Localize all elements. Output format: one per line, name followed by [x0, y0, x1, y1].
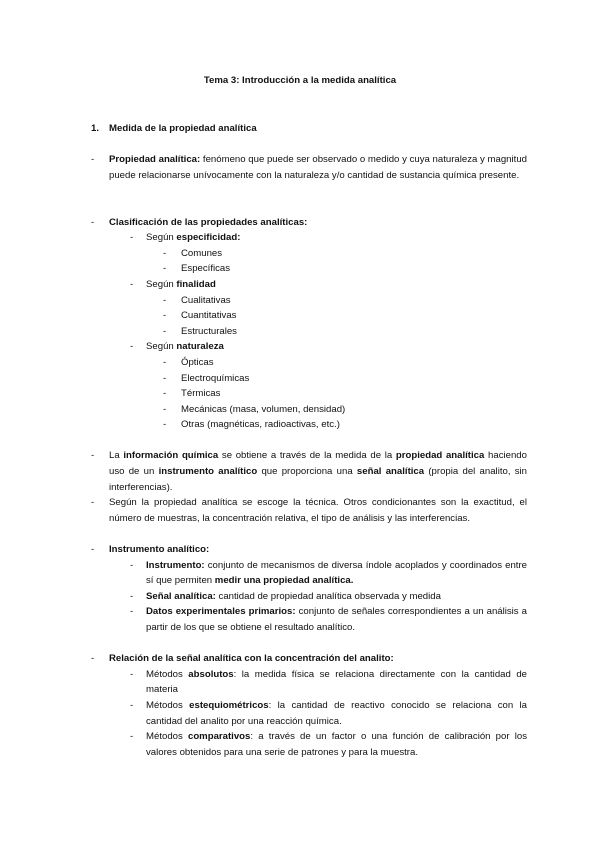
- list-item-text: Electroquímicas: [181, 372, 250, 384]
- document-body: [0, 121, 600, 760]
- list-item-text: Específicas: [181, 263, 231, 275]
- bullet-dash: -: [91, 653, 95, 665]
- bullet-dash: -: [130, 700, 134, 711]
- bullet-dash: -: [163, 419, 167, 431]
- bullet-dash: -: [130, 590, 134, 602]
- paragraph-technique: Según la propiedad analítica se escoge la técnica. Otros condicionantes son la exactitud, el número de muestras, la concentración relativa, el tipo de análisis y las interferencias.: [109, 497, 527, 524]
- list-item: [0, 402, 600, 418]
- bullet-dash: -: [91, 497, 95, 509]
- list-item-text: Térmicas: [181, 388, 221, 400]
- bullet-dash: -: [130, 278, 134, 290]
- instrument-heading: Instrumento analítico:: [109, 544, 210, 556]
- list-item: [0, 698, 600, 729]
- bullet-dash: -: [91, 450, 95, 462]
- list-item: [0, 604, 600, 635]
- classification-group: [0, 339, 600, 355]
- bullet-dash: -: [91, 544, 95, 556]
- list-item-text: Estructurales: [181, 325, 237, 337]
- group-label: Según finalidad: [146, 278, 216, 290]
- bullet-dash: -: [130, 668, 134, 680]
- bullet-dash: -: [163, 294, 167, 306]
- list-item: [0, 293, 600, 309]
- bullet-dash: -: [130, 341, 134, 353]
- bullet-dash: -: [91, 154, 95, 166]
- primary-data-definition: Datos experimentales primarios: conjunto de señales correspondientes a un análisis a partir de los que se obtiene el resultado analítico.: [146, 606, 527, 634]
- list-item: [0, 558, 600, 589]
- bullet-dash: -: [163, 372, 167, 384]
- list-item: [0, 667, 600, 698]
- paragraph-definition: Propiedad analítica: fenómeno que puede ser observado o medido y cuya naturaleza y magnitud puede relacionarse unívocamente con la naturaleza y/o cantidad de sustancia química presente.: [109, 154, 527, 181]
- list-item: [0, 729, 600, 760]
- list-item: [0, 152, 600, 199]
- bullet-dash: -: [163, 403, 167, 415]
- list-item: [0, 261, 600, 277]
- list-item: [0, 308, 600, 324]
- list-item: [0, 215, 600, 231]
- relation-heading: Relación de la señal analítica con la concentración del analito:: [109, 653, 394, 665]
- title-text: Tema 3: Introducción a la medida analítica: [203, 75, 397, 86]
- list-item-text: Mecánicas (masa, volumen, densidad): [181, 403, 346, 415]
- bullet-dash: -: [130, 559, 134, 571]
- list-item: [0, 386, 600, 402]
- list-item: [0, 246, 600, 262]
- method-comparative: Métodos comparativos: a través de un factor o una función de calibración por los valores obtenidos para una serie de patrones y para la muestra.: [146, 731, 527, 758]
- list-item-text: Ópticas: [181, 356, 214, 368]
- bullet-dash: -: [91, 216, 95, 228]
- section-number: 1.: [91, 123, 100, 134]
- bullet-dash: -: [163, 310, 167, 322]
- bullet-dash: -: [130, 606, 134, 618]
- list-item: [0, 417, 600, 433]
- bullet-dash: -: [130, 731, 134, 743]
- method-stoichiometric: Métodos estequiométricos: la cantidad de reactivo conocido se relaciona con la cantidad del analito por una reacción química.: [146, 700, 527, 727]
- bullet-dash: -: [163, 388, 167, 400]
- bullet-dash: -: [130, 232, 134, 244]
- bullet-dash: -: [163, 247, 167, 259]
- classification-group: [0, 277, 600, 293]
- list-item: [0, 448, 600, 495]
- bullet-dash: -: [163, 356, 167, 368]
- group-label: Según naturaleza: [146, 341, 224, 353]
- list-item-text: Otras (magnéticas, radioactivas, etc.): [181, 419, 340, 431]
- bullet-dash: -: [163, 263, 167, 275]
- method-absolute: Métodos absolutos: la medida física se relaciona directamente con la cantidad de materia: [146, 668, 527, 696]
- instrument-definition: Instrumento: conjunto de mecanismos de diversa índole acoplados y coordinados entre sí que permiten medir una propiedad analítica.: [146, 559, 527, 587]
- classification-group: [0, 230, 600, 246]
- document-title: [0, 73, 600, 89]
- bullet-dash: -: [163, 325, 167, 337]
- list-item: [0, 324, 600, 340]
- list-item-text: Comunes: [181, 247, 223, 259]
- signal-definition: Señal analítica: cantidad de propiedad analítica observada y medida: [146, 590, 441, 602]
- list-item: [0, 355, 600, 371]
- list-item: [0, 651, 600, 667]
- list-item-text: Cuantitativas: [181, 310, 237, 322]
- list-item: [0, 495, 600, 526]
- group-label: Según especificidad:: [146, 232, 241, 244]
- list-item: [0, 589, 600, 605]
- list-item: [0, 371, 600, 387]
- paragraph-chemical-information: La información química se obtiene a través de la medida de la propiedad analítica haciendo uso de un instrumento analítico que proporciona una señal analítica (propia del analito, sin interferencias).: [109, 450, 528, 493]
- list-item: [0, 542, 600, 558]
- section-title: Medida de la propiedad analítica: [109, 123, 257, 134]
- classification-heading: Clasificación de las propiedades analíticas:: [109, 216, 308, 228]
- section-heading: [0, 121, 600, 137]
- list-item-text: Cualitativas: [181, 294, 231, 306]
